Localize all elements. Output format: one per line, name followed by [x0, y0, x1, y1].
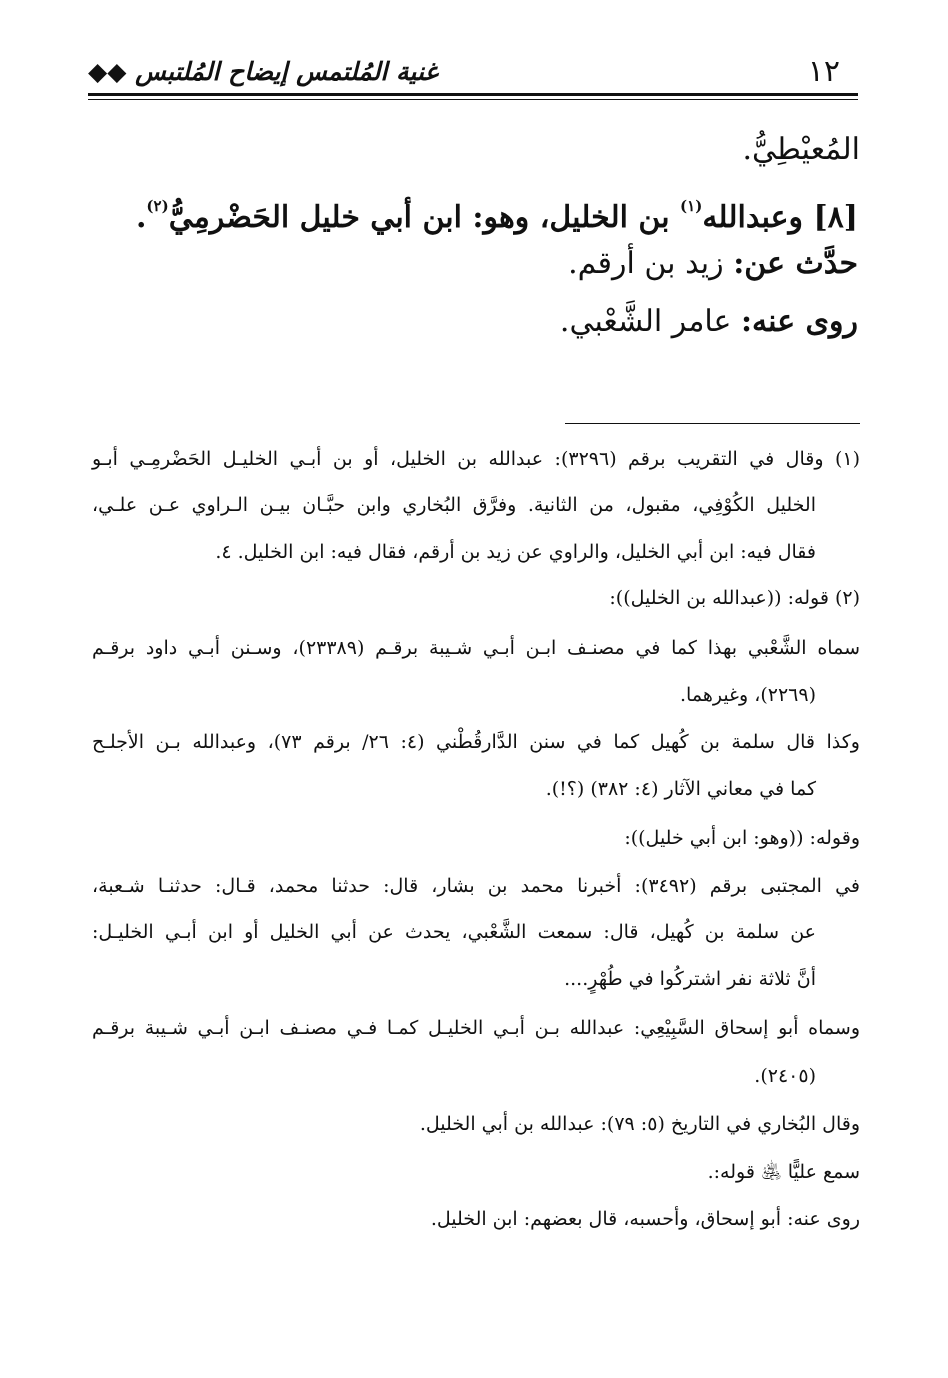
rawa-label: روى عنه:: [740, 304, 858, 339]
entry-end: .: [135, 200, 147, 235]
footnote-heading: (٢) قوله: ((عبدالله بن الخليل)):: [609, 587, 860, 609]
entry-number: [٨]: [813, 200, 858, 235]
footnote-line: عن سلمة بن كُهيل، قال: سمعت الشَّعْبي، يحدث عن أبي الخليل أو ابن أبـي الخليـل:: [92, 921, 816, 943]
footnote-heading: وقوله: ((وهو: ابن أبي خليل)):: [624, 827, 860, 849]
running-title: غنية المُلتمس إيضاح المُلتبس ◆◆: [88, 57, 438, 86]
rawa-text: عامر الشَّعْبي.: [559, 304, 732, 339]
continued-text: المُعيْطِيُّ.: [742, 132, 860, 167]
footnote-line: سمع عليًّا ﵁ قوله:.: [707, 1161, 860, 1183]
haddath-text: زيد بن أرقم.: [568, 246, 724, 281]
entry-heading: [136, 184, 858, 240]
footnote-line: فقال فيه: ابن أبي الخليل، والراوي عن زيد بن أرقم، فقال فيه: ابن الخليل. ٤.: [215, 541, 816, 563]
header-rule-thick: [88, 93, 858, 96]
footnote-line: وسماه أبو إسحاق السَّبِيْعِي: عبدالله بـن أبـي الخليـل كمـا فـي مصنـف ابـن أبـي شـيبة برقـم: [92, 1017, 860, 1039]
footnote-line: في المجتبى برقم (٣٤٩٢): أخبرنا محمد بن بشار، قال: حدثنا محمد، قـال: حدثنـا شـعبة،: [92, 875, 860, 897]
footnote-line: وقال البُخاري في التاريخ (٥: ٧٩): عبدالله بن أبي الخليل.: [419, 1113, 860, 1135]
footnote-line: (٢٢٦٩)، وغيرهما.: [680, 684, 816, 706]
footnote-line: كما في معاني الآثار (٤: ٣٨٢) (؟!).: [545, 778, 816, 800]
header-rule-thin: [88, 99, 858, 100]
rawa-line: [560, 300, 858, 344]
footnote-separator: [565, 423, 860, 424]
footnote-line: أنَّ ثلاثة نفر اشتركُوا في طُهْرٍ....: [564, 968, 816, 990]
entry-name-b: بن الخليل، وهو: ابن أبي خليل الحَضْرمِيُّ: [168, 200, 670, 235]
footnote-ref-1[interactable]: (١): [680, 197, 703, 215]
haddath-line: [568, 242, 858, 286]
haddath-label: حدَّث عن:: [733, 246, 858, 281]
footnote-line: روى عنه: أبو إسحاق، وأحسبه، قال بعضهم: ابن الخليل.: [430, 1208, 860, 1230]
footnote-line: سماه الشَّعْبي بهذا كما في مصنـف ابـن أبـي شـيبة برقـم (٢٣٣٨٩)، وسـنن أبـي داود برقـم: [92, 637, 860, 659]
page-number: ١٢: [807, 54, 840, 89]
footnote-ref-2[interactable]: (٢): [146, 197, 169, 215]
footnote-line: الخليل الكُوْفِي، مقبول، من الثانية. وفرَّق البُخاري وابن حبَّـان بيـن الـراوي عـن علـي،: [92, 494, 816, 516]
footnote-line: (١) وقال في التقريب برقم (٣٢٩٦): عبدالله بن الخليل، أو بن أبـي الخليـل الحَضْرمِـي أبـو: [92, 448, 860, 470]
footnote-line: (٢٤٠٥).: [754, 1065, 816, 1087]
footnote-line: وكذا قال سلمة بن كُهيل كما في سنن الدَّارقُطْني (٤: ٢٦/ برقم ٧٣)، وعبدالله بـن الأجلـح: [92, 731, 860, 753]
entry-name-a: وعبدالله: [702, 200, 804, 235]
page-header: [88, 52, 858, 92]
